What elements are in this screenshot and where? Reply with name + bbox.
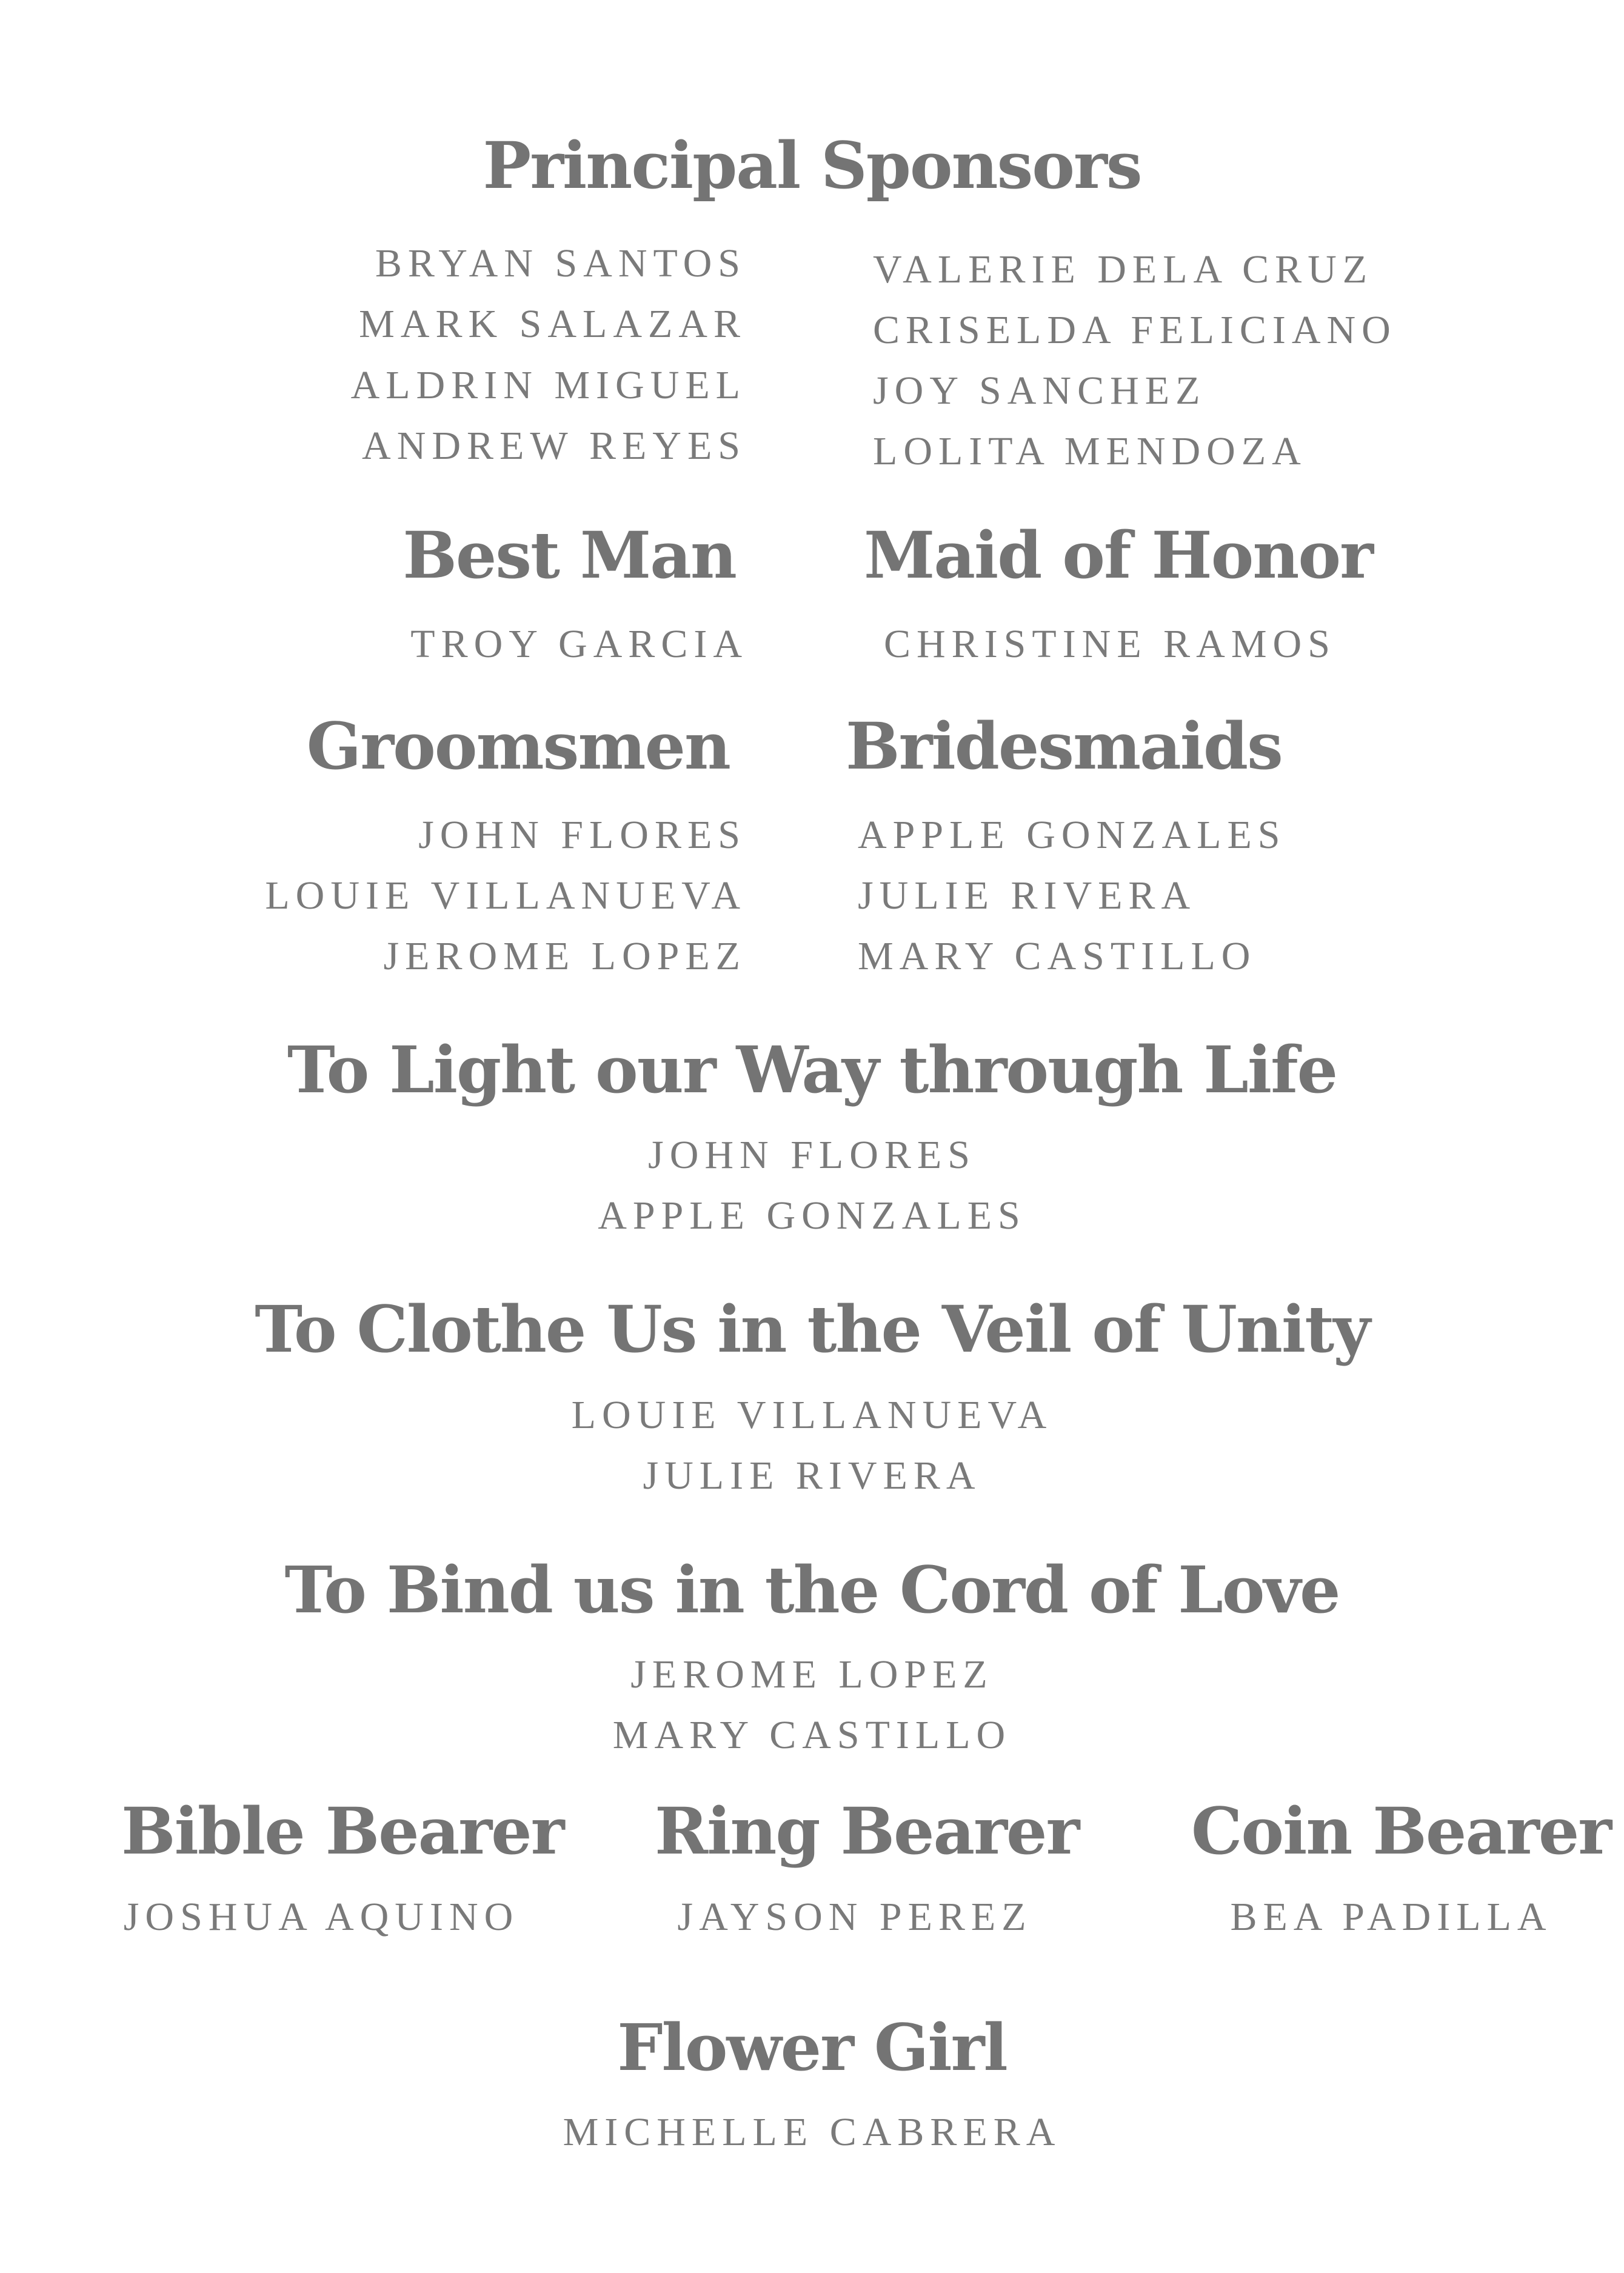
- groomsman-name: LOUIE VILLANUEVA: [265, 873, 746, 918]
- coin-bearer-name: BEA PADILLA: [1230, 1895, 1552, 1939]
- veil-sponsor-name: LOUIE VILLANUEVA: [571, 1393, 1053, 1437]
- veil-sponsor-name: JULIE RIVERA: [643, 1454, 981, 1498]
- groomsman-name: JEROME LOPEZ: [383, 934, 746, 978]
- cord-sponsor-name: MARY CASTILLO: [612, 1713, 1012, 1757]
- sponsor-name: JOY SANCHEZ: [873, 369, 1206, 413]
- ring-bearer-heading: Ring Bearer: [655, 1793, 1079, 1869]
- cord-sponsors-heading: To Bind us in the Cord of Love: [284, 1552, 1340, 1627]
- sponsor-name: ANDREW REYES: [362, 424, 746, 468]
- bible-bearer-heading: Bible Bearer: [121, 1793, 564, 1869]
- bible-bearer-name: JOSHUA AQUINO: [123, 1895, 520, 1939]
- principal-sponsors-heading: Principal Sponsors: [483, 127, 1141, 203]
- groomsman-name: JOHN FLORES: [418, 813, 746, 857]
- flower-girl-heading: Flower Girl: [617, 2009, 1007, 2085]
- cord-sponsor-name: JEROME LOPEZ: [630, 1652, 994, 1697]
- maid-of-honor-heading: Maid of Honor: [864, 517, 1372, 593]
- bridesmaid-name: JULIE RIVERA: [858, 873, 1197, 918]
- candle-sponsor-name: JOHN FLORES: [648, 1133, 976, 1177]
- best-man-name: TROY GARCIA: [410, 622, 748, 666]
- sponsor-name: BRYAN SANTOS: [375, 241, 746, 285]
- veil-sponsors-heading: To Clothe Us in the Veil of Unity: [255, 1291, 1369, 1367]
- sponsor-name: MARK SALAZAR: [359, 302, 746, 346]
- sponsor-name: VALERIE DELA CRUZ: [873, 247, 1374, 292]
- best-man-heading: Best Man: [403, 517, 736, 593]
- groomsmen-heading: Groomsmen: [306, 708, 730, 784]
- sponsor-name: LOLITA MENDOZA: [873, 429, 1307, 473]
- maid-of-honor-name: CHRISTINE RAMOS: [884, 622, 1336, 666]
- bridesmaids-heading: Bridesmaids: [846, 708, 1282, 784]
- flower-girl-name: MICHELLE CABRERA: [563, 2110, 1061, 2154]
- bridesmaid-name: MARY CASTILLO: [858, 934, 1257, 978]
- sponsor-name: CRISELDA FELICIANO: [873, 308, 1397, 352]
- candle-sponsor-name: APPLE GONZALES: [598, 1193, 1026, 1238]
- coin-bearer-heading: Coin Bearer: [1191, 1793, 1611, 1869]
- ring-bearer-name: JAYSON PEREZ: [677, 1895, 1032, 1939]
- sponsor-name: ALDRIN MIGUEL: [350, 363, 746, 407]
- bridesmaid-name: APPLE GONZALES: [858, 813, 1286, 857]
- candle-sponsors-heading: To Light our Way through Life: [287, 1032, 1337, 1107]
